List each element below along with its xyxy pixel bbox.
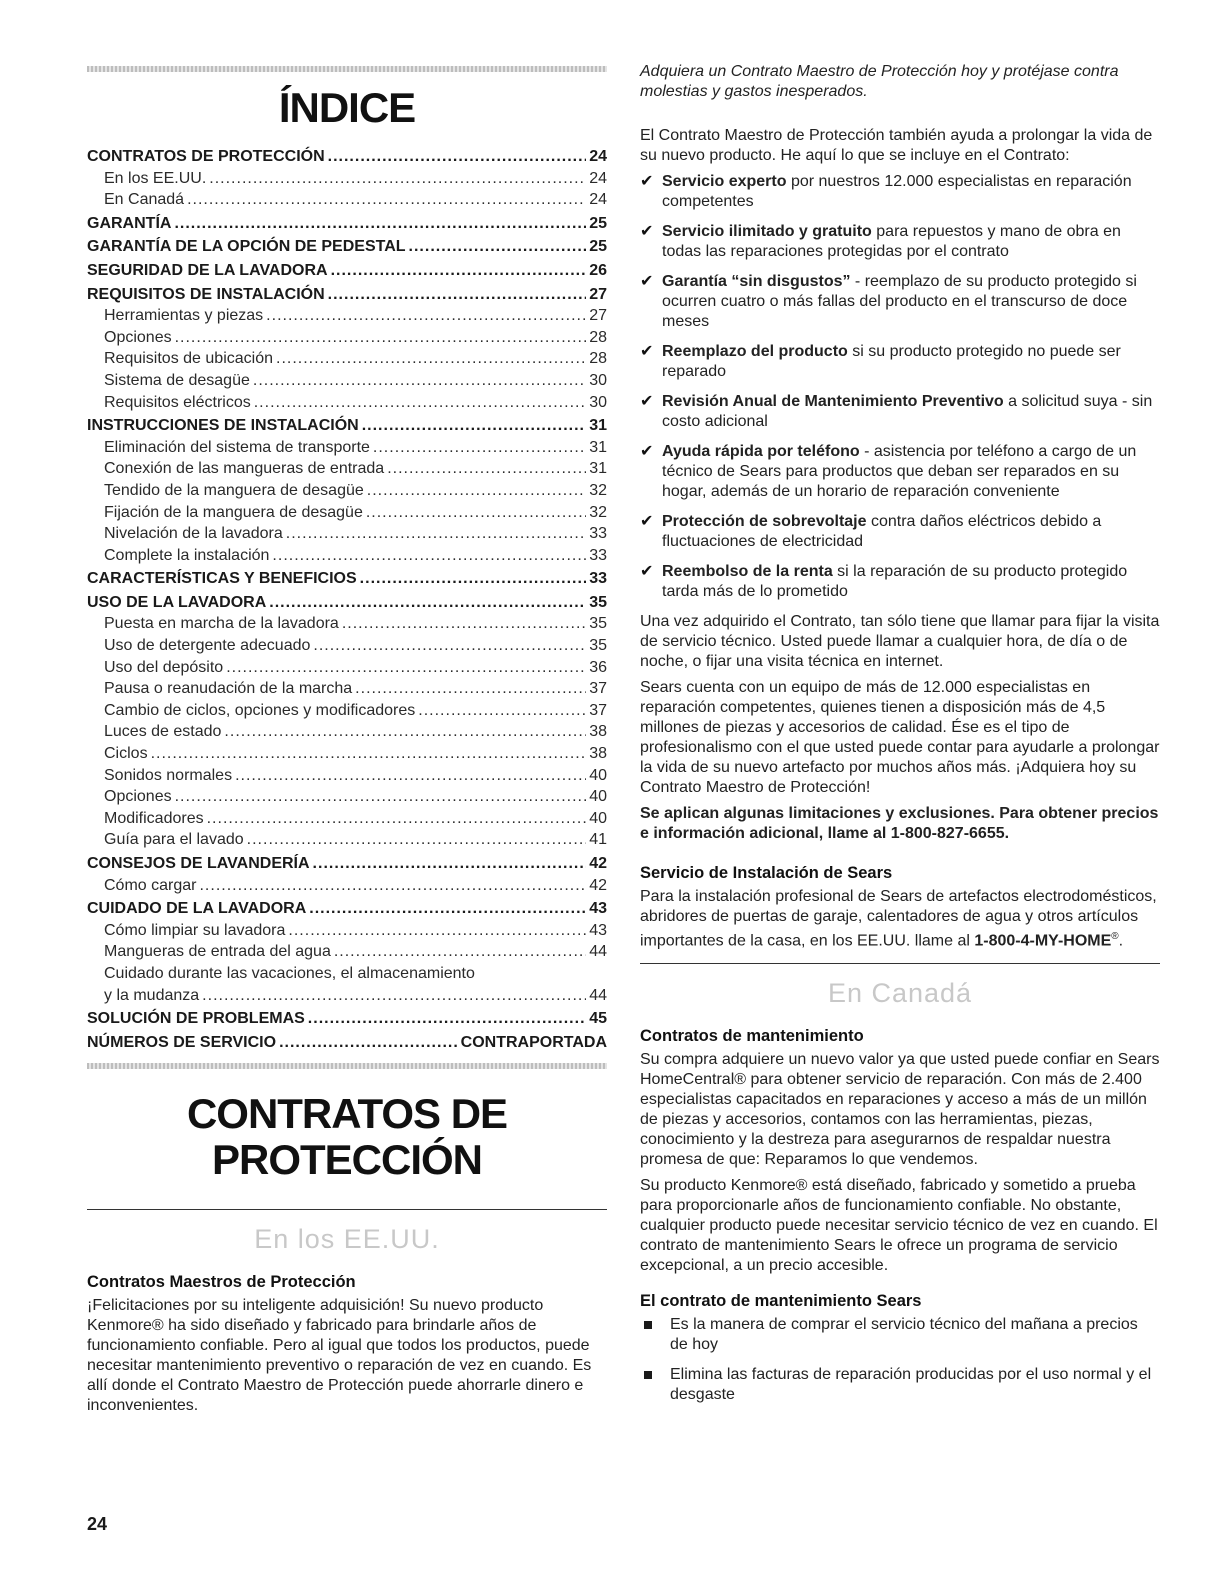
toc-entry-label: SOLUCIÓN DE PROBLEMAS — [87, 1010, 305, 1028]
toc-entry — [87, 437, 607, 459]
italic-intro: Adquiera un Contrato Maestro de Protección hoy y protéjase contra molestias y gastos inesperados. — [640, 63, 1119, 100]
sears-maintenance-bullets — [640, 1315, 1160, 1405]
toc-leader-dots — [253, 370, 586, 392]
install-period: . — [1118, 932, 1124, 950]
toc-entry-page: 37 — [589, 680, 607, 698]
benefits-list — [640, 172, 1160, 602]
toc-entry — [87, 1008, 607, 1030]
toc-entry-label: Mangueras de entrada del agua — [104, 943, 331, 961]
toc-entry — [87, 985, 607, 1007]
toc-entry-page: 24 — [589, 148, 607, 165]
toc-leader-dots — [207, 808, 587, 830]
toc-entry-label: y la mudanza — [104, 986, 200, 1004]
toc-leader-dots — [266, 305, 586, 327]
toc-entry-page: 25 — [589, 238, 607, 256]
toc-leader-dots — [355, 678, 586, 700]
toc-leader-dots — [366, 502, 586, 524]
toc-entry — [87, 829, 607, 851]
toc-entry — [87, 146, 607, 168]
benefit-bold: Ayuda rápida por teléfono — [662, 443, 860, 460]
benefit-text — [662, 272, 1160, 332]
toc-entry-label: Requisitos de ubicación — [104, 350, 273, 368]
toc-leader-dots — [308, 1008, 586, 1030]
toc-entry — [87, 765, 607, 787]
toc-leader-dots — [313, 853, 587, 875]
toc-entry-page: 44 — [589, 943, 607, 961]
top-texture-rule — [87, 66, 607, 72]
toc-entry — [87, 613, 607, 635]
toc-leader-dots — [276, 348, 586, 370]
benefit-text — [662, 562, 1160, 602]
toc-entry-label: REQUISITOS DE INSTALACIÓN — [87, 285, 325, 303]
checkmark-icon: ✔ — [640, 443, 654, 460]
contracts-title-line2: PROTECCIÓN — [211, 1136, 482, 1184]
toc-entry-label: CARACTERÍSTICAS Y BENEFICIOS — [87, 570, 357, 588]
toc-entry-page: 40 — [589, 809, 607, 827]
toc-entry-label: Conexión de las mangueras de entrada — [104, 460, 385, 478]
toc-leader-dots — [235, 765, 586, 787]
toc-entry-page: 33 — [589, 546, 607, 564]
toc-entry-label: INSTRUCCIONES DE INSTALACIÓN — [87, 417, 359, 435]
toc-entry — [87, 592, 607, 614]
toc-entry-label: Fijación de la manguera de desagüe — [104, 503, 363, 521]
toc-entry-page: 35 — [589, 637, 607, 655]
square-bullet-icon — [640, 1315, 670, 1355]
benefit-text — [662, 342, 1160, 382]
toc-entry — [87, 875, 607, 897]
toc-leader-dots — [187, 189, 586, 211]
toc-entry-page: CONTRAPORTADA — [460, 1033, 607, 1051]
benefit-detail: si su producto protegido no puede ser reparado — [662, 343, 1121, 380]
toc-entry — [87, 898, 607, 920]
toc-entry-page: 32 — [589, 503, 607, 521]
toc-entry-page: 30 — [589, 371, 607, 389]
install-phone: 1-800-4-MY-HOME — [974, 932, 1112, 950]
toc-entry-page: 30 — [589, 393, 607, 411]
maintenance-contracts-title: Contratos de mantenimiento — [640, 1027, 864, 1046]
toc-entry — [87, 348, 607, 370]
toc-entry — [87, 786, 607, 808]
toc-entry-page: 31 — [589, 417, 607, 435]
toc-entry — [87, 213, 607, 235]
toc-entry-page: 42 — [589, 876, 607, 894]
toc-entry-label: CONTRATOS DE PROTECCIÓN — [87, 148, 325, 165]
toc-leader-dots — [309, 898, 586, 920]
toc-entry — [87, 502, 607, 524]
benefit-text — [662, 172, 1160, 212]
toc-entry-label: Opciones — [104, 328, 172, 346]
toc-leader-dots — [151, 743, 587, 765]
toc-entry-label: Pausa o reanudación de la marcha — [104, 680, 353, 698]
toc-entry-page: 43 — [589, 921, 607, 939]
bullet-item — [640, 1365, 1160, 1405]
checkmark-icon: ✔ — [640, 563, 654, 580]
toc-leader-dots — [175, 327, 587, 349]
left-column — [87, 66, 607, 1422]
toc-entry-label: Opciones — [104, 788, 172, 806]
toc-entry-label: Cómo cargar — [104, 876, 197, 894]
benefit-item — [640, 392, 1160, 432]
benefit-item — [640, 172, 1160, 212]
toc-entry — [87, 168, 607, 190]
toc-leader-dots — [328, 284, 587, 306]
benefit-bold: Servicio ilimitado y gratuito — [662, 223, 872, 240]
toc-entry-label: Herramientas y piezas — [104, 307, 264, 325]
toc-leader-dots — [328, 146, 587, 168]
toc-leader-dots — [313, 635, 586, 657]
checkmark-icon: ✔ — [640, 343, 654, 360]
toc-entry-label: Sonidos normales — [104, 766, 233, 784]
toc-entry-page: 38 — [589, 745, 607, 763]
toc-leader-dots — [373, 437, 586, 459]
toc-leader-dots — [362, 415, 586, 437]
master-contracts-title: Contratos Maestros de Protección — [87, 1273, 356, 1292]
toc-entry-page: 33 — [589, 525, 607, 543]
toc-entry-text: Cuidado durante las vacaciones, el almacenamiento — [104, 964, 475, 982]
toc-entry — [87, 236, 607, 258]
toc-entry-page: 41 — [589, 831, 607, 849]
toc-entry-label: Cambio de ciclos, opciones y modificadores — [104, 701, 416, 719]
toc-entry-page: 31 — [589, 460, 607, 478]
toc-entry-label: Complete la instalación — [104, 546, 270, 564]
toc-entry — [87, 260, 607, 282]
toc-leader-dots — [226, 657, 586, 679]
toc-leader-dots — [272, 545, 586, 567]
toc-entry-page: 28 — [589, 328, 607, 346]
toc-entry — [87, 284, 607, 306]
contracts-title-line1: CONTRATOS DE — [186, 1090, 508, 1138]
toc-leader-dots — [224, 721, 586, 743]
bullet-item — [640, 1315, 1160, 1355]
install-service-text — [640, 887, 1160, 951]
mid-texture-rule — [87, 1063, 607, 1069]
canada-heading: En Canadá — [827, 978, 973, 1009]
benefit-text — [662, 512, 1160, 552]
toc-entry-label: Eliminación del sistema de transporte — [104, 438, 370, 456]
maintenance-paragraph-1: Su compra adquiere un nuevo valor ya que usted puede confiar en Sears HomeCentral® para obtener servicio de reparación. Con más de 2.400 especialistas capacitados en reparaciones y acceso a más de un millón de piezas y accesorios, contamos con las herramientas, piezas, conocimiento y la destreza para asegurarnos de respaldar nuestra promesa de que: Reparamos lo que vendemos. — [640, 1051, 1160, 1169]
toc-entry — [87, 920, 607, 942]
toc-entry-label: Tendido de la manguera de desagüe — [104, 481, 364, 499]
toc-leader-dots — [331, 260, 587, 282]
toc-leader-dots — [247, 829, 587, 851]
toc-entry-label: En los EE.UU. — [104, 169, 207, 187]
toc-entry-page: 24 — [589, 191, 607, 209]
toc-leader-dots — [269, 592, 586, 614]
limitations-text: Se aplican algunas limitaciones y exclusiones. Para obtener precios e información adicional, llame al 1-800-827-6655. — [640, 805, 1159, 842]
toc-entry — [87, 480, 607, 502]
toc-entry-page: 36 — [589, 658, 607, 676]
toc-leader-dots — [202, 985, 586, 1007]
checkmark-icon: ✔ — [640, 513, 654, 530]
benefit-detail: - asistencia por teléfono a cargo de un técnico de Sears para productos que deban ser reparados en su hogar, además de un horario de reparación conveniente — [662, 443, 1137, 500]
toc-entry — [87, 941, 607, 963]
benefit-bold: Servicio experto — [662, 173, 787, 190]
toc-entry-label: USO DE LA LAVADORA — [87, 593, 267, 611]
toc-entry-label: Requisitos eléctricos — [104, 393, 251, 411]
toc-leader-dots — [288, 920, 586, 942]
toc-entry-page: 27 — [589, 307, 607, 325]
benefit-item — [640, 512, 1160, 552]
toc-entry-label: Luces de estado — [104, 723, 222, 741]
toc-entry — [87, 635, 607, 657]
toc-entry-label: Puesta en marcha de la lavadora — [104, 615, 339, 633]
index-title: ÍNDICE — [278, 84, 416, 131]
toc-entry-label: Ciclos — [104, 745, 148, 763]
toc-leader-dots — [286, 523, 586, 545]
sears-paragraph: Sears cuenta con un equipo de más de 12.000 especialistas en reparación competentes, quienes tienen a disposición más de 4,5 millones de piezas y accesorios de calidad. Ése es el tipo de profesionalismo con el que usted puede contar para ayudarle a prolongar la vida de su nuevo artefacto por muchos años más. ¡Adquiera hoy su Contrato Maestro de Protección! — [640, 679, 1160, 796]
toc-entry — [87, 415, 607, 437]
bullet-text: Es la manera de comprar el servicio técnico del mañana a precios de hoy — [670, 1316, 1138, 1354]
benefit-item — [640, 442, 1160, 502]
toc-entry — [87, 189, 607, 211]
toc-entry-page: 28 — [589, 350, 607, 368]
toc-leader-dots — [199, 875, 586, 897]
contracts-title — [87, 1091, 607, 1183]
toc-entry-page: 37 — [589, 701, 607, 719]
toc-entry-label: Modificadores — [104, 809, 204, 827]
table-of-contents — [87, 146, 607, 1053]
toc-entry-label: NÚMEROS DE SERVICIO — [87, 1033, 277, 1051]
toc-entry-label: Sistema de desagüe — [104, 371, 250, 389]
right-column — [640, 62, 1160, 1415]
toc-entry-page: 33 — [589, 570, 607, 588]
toc-entry-page: 26 — [589, 261, 607, 279]
call-paragraph: Una vez adquirido el Contrato, tan sólo tiene que llamar para fijar la visita de servicio técnico. Usted puede llamar a cualquier hora, de día o de noche, o fijar una visita técnica en internet. — [640, 613, 1160, 670]
toc-entry-page: 32 — [589, 481, 607, 499]
toc-entry — [87, 370, 607, 392]
benefit-item — [640, 562, 1160, 602]
toc-entry-page: 31 — [589, 438, 607, 456]
toc-entry-label: Guía para el lavado — [104, 831, 244, 849]
benefit-detail: contra daños eléctricos debido a fluctuaciones de electricidad — [662, 513, 1102, 550]
toc-entry — [87, 721, 607, 743]
install-reg-mark: ® — [1111, 931, 1119, 942]
toc-entry-page: 27 — [589, 285, 607, 303]
toc-entry — [87, 458, 607, 480]
checkmark-icon: ✔ — [640, 273, 654, 290]
canada-section-rule — [640, 963, 1160, 964]
toc-leader-dots — [209, 168, 586, 190]
master-contracts-intro: ¡Felicitaciones por su inteligente adquisición! Su nuevo producto Kenmore® ha sido diseñado y fabricado para brindarle años de funcionamiento confiable. Pero al igual que todos los productos, puede necesitar mantenimiento preventivo o reparación de vez en cuando. Es allí donde el Contrato Maestro de Protección puede ahorrarle dinero e inconvenientes. — [87, 1297, 592, 1415]
benefit-detail: por nuestros 12.000 especialistas en reparación competentes — [662, 173, 1132, 210]
toc-entry-page: 35 — [589, 593, 607, 611]
toc-leader-dots — [174, 213, 586, 235]
toc-entry — [87, 808, 607, 830]
toc-entry-label: Uso de detergente adecuado — [104, 637, 311, 655]
toc-entry-label: GARANTÍA — [87, 214, 172, 232]
install-service-title: Servicio de Instalación de Sears — [640, 864, 893, 882]
toc-leader-dots — [387, 458, 586, 480]
toc-entry — [87, 305, 607, 327]
toc-leader-dots — [367, 480, 586, 502]
usa-section-rule — [87, 1209, 607, 1210]
toc-leader-dots — [360, 568, 587, 590]
toc-entry-label: Uso del depósito — [104, 658, 224, 676]
toc-leader-dots — [254, 392, 586, 414]
benefit-text — [662, 442, 1160, 502]
usa-heading: En los EE.UU. — [254, 1224, 440, 1255]
toc-leader-dots — [418, 700, 586, 722]
toc-leader-dots — [409, 236, 587, 258]
toc-entry-label: SEGURIDAD DE LA LAVADORA — [87, 261, 328, 279]
toc-entry-label: Nivelación de la lavadora — [104, 525, 283, 543]
benefit-item — [640, 272, 1160, 332]
checkmark-icon: ✔ — [640, 223, 654, 240]
page-number: 24 — [87, 1514, 108, 1534]
toc-leader-dots — [334, 941, 586, 963]
checkmark-icon: ✔ — [640, 393, 654, 410]
checkmark-icon: ✔ — [640, 173, 654, 190]
toc-entry-label: Cómo limpiar su lavadora — [104, 921, 286, 939]
benefit-bold: Reemplazo del producto — [662, 343, 848, 360]
sears-maintenance-title: El contrato de mantenimiento Sears — [640, 1292, 922, 1311]
toc-leader-dots — [175, 786, 587, 808]
benefit-bold: Garantía “sin disgustos” — [662, 273, 851, 290]
toc-entry — [87, 568, 607, 590]
toc-entry-label: GARANTÍA DE LA OPCIÓN DE PEDESTAL — [87, 238, 406, 256]
toc-entry — [87, 523, 607, 545]
bullet-text: Elimina las facturas de reparación producidas por el uso normal y el desgaste — [670, 1366, 1152, 1404]
benefit-bold: Reembolso de la renta — [662, 563, 833, 580]
toc-entry — [87, 700, 607, 722]
toc-entry-page: 40 — [589, 766, 607, 784]
toc-entry — [87, 657, 607, 679]
toc-entry-label: En Canadá — [104, 191, 185, 209]
square-bullet-icon — [640, 1365, 670, 1405]
benefit-bold: Revisión Anual de Mantenimiento Preventivo — [662, 393, 1004, 410]
install-service-body: Para la instalación profesional de Sears de artefactos electrodomésticos, abridores de puertas de garaje, calentadores de agua y otros artículos importantes de la casa, en los EE.UU. llame al — [640, 888, 1157, 950]
toc-entry-page: 35 — [589, 615, 607, 633]
toc-entry-label: CUIDADO DE LA LAVADORA — [87, 900, 307, 918]
benefit-bold: Protección de sobrevoltaje — [662, 513, 867, 530]
toc-entry — [87, 1032, 607, 1054]
benefit-detail: si la reparación de su producto protegido tarda más de lo prometido — [662, 563, 1128, 600]
toc-entry — [87, 853, 607, 875]
toc-entry-page: 42 — [589, 855, 607, 872]
toc-entry-page: 40 — [589, 788, 607, 806]
toc-entry-page: 38 — [589, 723, 607, 741]
toc-leader-dots — [342, 613, 586, 635]
benefit-text — [662, 222, 1160, 262]
toc-entry-page: 25 — [589, 214, 607, 232]
toc-entry-page: 44 — [589, 986, 607, 1004]
toc-entry-page: 24 — [589, 169, 607, 187]
toc-entry — [87, 327, 607, 349]
benefit-text — [662, 392, 1160, 432]
benefit-detail: - reemplazo de su producto protegido si ocurren cuatro o más fallas del producto en el transcurso de doce meses — [662, 273, 1137, 330]
benefit-detail: a solicitud suya - sin costo adicional — [662, 393, 1153, 430]
benefit-detail: para repuestos y mano de obra en todas las reparaciones protegidas por el contrato — [662, 223, 1121, 260]
includes-intro: El Contrato Maestro de Protección también ayuda a prolongar la vida de su nuevo producto. He aquí lo que se incluye en el Contrato: — [640, 127, 1153, 164]
toc-leader-dots — [279, 1032, 458, 1054]
toc-entry-label: CONSEJOS DE LAVANDERÍA — [87, 855, 310, 872]
benefit-item — [640, 222, 1160, 262]
toc-entry — [87, 392, 607, 414]
toc-entry-page: 45 — [589, 1010, 607, 1028]
toc-entry — [87, 678, 607, 700]
benefit-item — [640, 342, 1160, 382]
maintenance-paragraph-2: Su producto Kenmore® está diseñado, fabricado y sometido a prueba para proporcionarle años de funcionamiento confiable. No obstante, cualquier producto puede necesitar servicio técnico de vez en cuando. El contrato de mantenimiento Sears le ofrece un programa de servicio excepcional, a un precio accesible. — [640, 1177, 1158, 1275]
toc-entry — [87, 743, 607, 765]
toc-entry — [87, 545, 607, 567]
toc-entry-page: 43 — [589, 900, 607, 918]
